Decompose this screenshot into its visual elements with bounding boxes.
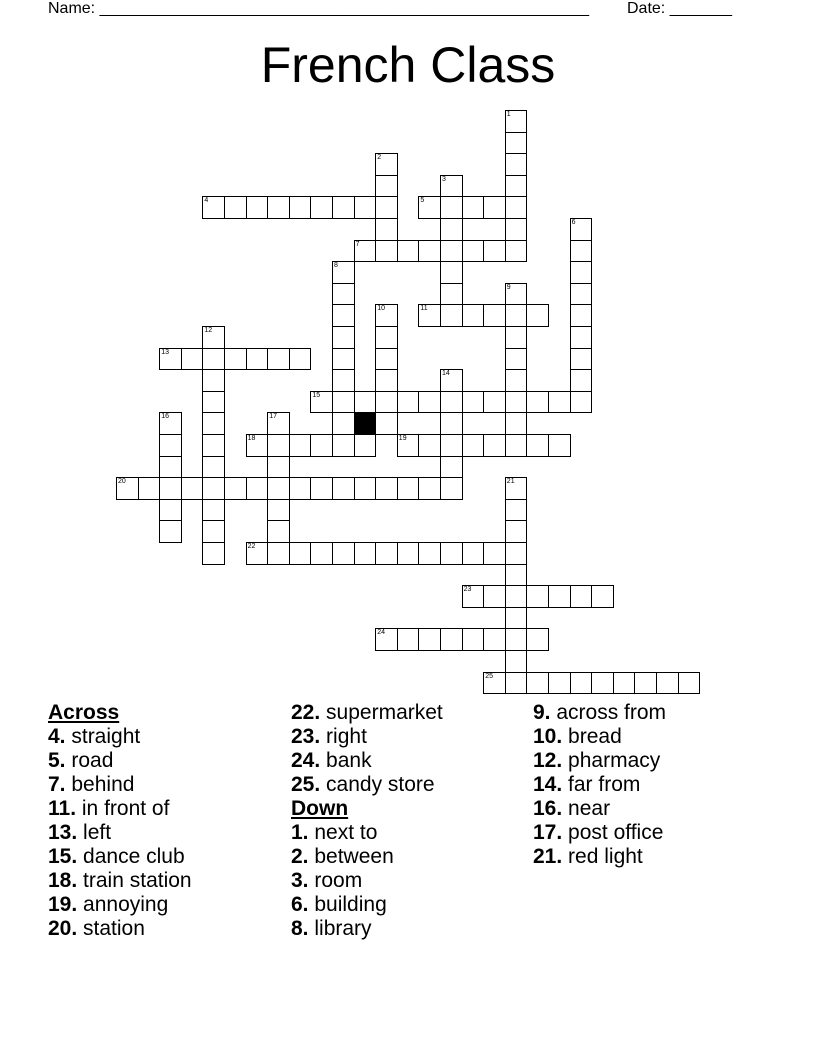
grid-cell[interactable] bbox=[483, 240, 506, 263]
grid-cell[interactable] bbox=[202, 196, 225, 219]
name-field-line[interactable]: Name: _______________________________________________________ bbox=[48, 0, 589, 17]
grid-cell[interactable] bbox=[224, 348, 247, 371]
grid-cell[interactable] bbox=[267, 196, 290, 219]
grid-cell[interactable] bbox=[354, 196, 377, 219]
cell-number: 15 bbox=[312, 391, 321, 399]
grid-cell[interactable] bbox=[159, 434, 182, 457]
grid-cell[interactable] bbox=[483, 196, 506, 219]
grid-cell[interactable] bbox=[656, 672, 679, 695]
grid-cell[interactable] bbox=[526, 672, 549, 695]
grid-cell[interactable] bbox=[375, 240, 398, 263]
grid-cell[interactable] bbox=[267, 412, 290, 435]
grid-cell[interactable] bbox=[505, 607, 528, 630]
grid-cell[interactable] bbox=[505, 348, 528, 371]
grid-cell[interactable] bbox=[375, 369, 398, 392]
grid-cell[interactable] bbox=[418, 434, 441, 457]
cell-number: 22 bbox=[247, 543, 256, 550]
grid-cell[interactable] bbox=[418, 196, 441, 219]
grid-cell[interactable] bbox=[267, 348, 290, 371]
grid-cell[interactable] bbox=[375, 477, 398, 500]
grid-cell[interactable] bbox=[202, 456, 225, 479]
clue-down-17: 17. post office bbox=[533, 821, 664, 844]
cell-number: 5 bbox=[420, 197, 425, 205]
grid-cell[interactable] bbox=[267, 520, 290, 543]
cell-number: 12 bbox=[204, 327, 213, 334]
cell-number: 8 bbox=[334, 262, 338, 270]
grid-cell[interactable] bbox=[526, 391, 549, 414]
clue-across-11: 11. in front of bbox=[48, 797, 170, 820]
grid-cell[interactable] bbox=[505, 585, 528, 608]
grid-cell[interactable] bbox=[462, 585, 485, 608]
grid-cell[interactable] bbox=[440, 391, 463, 414]
grid-cell[interactable] bbox=[505, 110, 528, 133]
cell-number: 6 bbox=[571, 219, 576, 226]
grid-cell[interactable] bbox=[570, 240, 593, 263]
grid-cell[interactable] bbox=[375, 348, 398, 371]
grid-cell[interactable] bbox=[375, 391, 398, 414]
grid-cell[interactable] bbox=[246, 542, 269, 565]
grid-cell[interactable] bbox=[354, 240, 377, 263]
grid-cell[interactable] bbox=[202, 434, 225, 457]
grid-cell[interactable] bbox=[332, 369, 355, 392]
grid-cell[interactable] bbox=[375, 153, 398, 176]
grid-cell[interactable] bbox=[570, 585, 593, 608]
cell-number: 9 bbox=[506, 283, 511, 291]
grid-cell[interactable] bbox=[526, 304, 549, 327]
grid-cell[interactable] bbox=[440, 434, 463, 457]
grid-cell[interactable] bbox=[138, 477, 161, 500]
down-heading: Down bbox=[291, 797, 349, 820]
grid-cell[interactable] bbox=[462, 196, 485, 219]
clue-across-4: 4. straight bbox=[48, 725, 141, 748]
grid-cell[interactable] bbox=[397, 240, 420, 263]
grid-cell[interactable] bbox=[440, 240, 463, 263]
grid-cell[interactable] bbox=[202, 412, 225, 435]
grid-cell[interactable] bbox=[462, 542, 485, 565]
clues-column-2 bbox=[291, 701, 443, 941]
grid-cell[interactable] bbox=[375, 628, 398, 651]
grid-cell[interactable] bbox=[332, 542, 355, 565]
grid-cell[interactable] bbox=[462, 628, 485, 651]
grid-cell[interactable] bbox=[505, 412, 528, 435]
cell-number: 21 bbox=[506, 478, 515, 486]
clue-across-5: 5. road bbox=[48, 749, 114, 772]
cell-number: 14 bbox=[442, 370, 450, 378]
cell-number: 18 bbox=[247, 435, 256, 442]
grid-cell[interactable] bbox=[332, 261, 355, 284]
grid-cell[interactable] bbox=[289, 348, 312, 371]
clue-down-6: 6. building bbox=[291, 893, 387, 916]
grid-cell[interactable] bbox=[181, 348, 204, 371]
grid-cell[interactable] bbox=[267, 542, 290, 565]
clue-across-7: 7. behind bbox=[48, 773, 135, 796]
grid-cell[interactable] bbox=[505, 434, 528, 457]
grid-cell[interactable] bbox=[202, 499, 225, 522]
grid-cell[interactable] bbox=[440, 477, 463, 500]
grid-cell[interactable] bbox=[332, 304, 355, 327]
cell-number: 7 bbox=[355, 240, 360, 248]
grid-cell[interactable] bbox=[397, 391, 420, 414]
grid-cell[interactable] bbox=[613, 672, 636, 695]
grid-cell[interactable] bbox=[570, 326, 593, 349]
grid-cell[interactable] bbox=[375, 412, 398, 435]
grid-cell[interactable] bbox=[375, 175, 398, 198]
grid-cell[interactable] bbox=[267, 434, 290, 457]
grid-cell[interactable] bbox=[505, 304, 528, 327]
grid-cell[interactable] bbox=[267, 456, 290, 479]
grid-cell[interactable] bbox=[332, 348, 355, 371]
grid-cell[interactable] bbox=[526, 434, 549, 457]
grid-cell[interactable] bbox=[483, 304, 506, 327]
cell-number: 19 bbox=[398, 435, 407, 442]
grid-cell[interactable] bbox=[440, 412, 463, 435]
grid-cell[interactable] bbox=[505, 564, 528, 587]
cell-number: 2 bbox=[377, 154, 382, 162]
grid-cell[interactable] bbox=[526, 585, 549, 608]
clue-down-3: 3. room bbox=[291, 869, 363, 892]
grid-cell[interactable] bbox=[116, 477, 139, 500]
grid-cell[interactable] bbox=[202, 369, 225, 392]
clue-down-16: 16. near bbox=[533, 797, 611, 820]
grid-cell[interactable] bbox=[483, 391, 506, 414]
grid-cell[interactable] bbox=[505, 283, 528, 306]
grid-cell[interactable] bbox=[483, 434, 506, 457]
grid-cell[interactable] bbox=[202, 542, 225, 565]
cell-number: 20 bbox=[118, 478, 126, 486]
grid-cell[interactable] bbox=[548, 585, 571, 608]
clue-down-9: 9. across from bbox=[533, 701, 667, 724]
grid-cell[interactable] bbox=[591, 585, 614, 608]
clue-down-14: 14. far from bbox=[533, 773, 641, 796]
cell-number: 3 bbox=[442, 175, 446, 183]
clue-across-24: 24. bank bbox=[291, 749, 372, 772]
cell-number: 24 bbox=[377, 629, 385, 637]
grid-cell[interactable] bbox=[505, 175, 528, 198]
date-field-line[interactable]: Date: _______ bbox=[627, 0, 732, 17]
grid-cell[interactable] bbox=[202, 326, 225, 349]
grid-cell[interactable] bbox=[462, 434, 485, 457]
grid-cell[interactable] bbox=[289, 542, 312, 565]
grid-cell[interactable] bbox=[289, 477, 312, 500]
cell-number: 1 bbox=[506, 111, 511, 118]
grid-cell[interactable] bbox=[570, 261, 593, 284]
cell-number: 11 bbox=[420, 305, 428, 313]
grid-cell[interactable] bbox=[505, 240, 528, 263]
grid-cell[interactable] bbox=[418, 477, 441, 500]
grid-cell[interactable] bbox=[375, 542, 398, 565]
grid-cell[interactable] bbox=[375, 326, 398, 349]
clue-across-18: 18. train station bbox=[48, 869, 192, 892]
grid-cell[interactable] bbox=[548, 434, 571, 457]
clues-column-1 bbox=[48, 701, 192, 941]
grid-cell[interactable] bbox=[440, 218, 463, 241]
grid-cell[interactable] bbox=[440, 283, 463, 306]
grid-cell[interactable] bbox=[570, 283, 593, 306]
grid-cell[interactable] bbox=[289, 196, 312, 219]
grid-cell[interactable] bbox=[505, 477, 528, 500]
grid-cell[interactable] bbox=[246, 434, 269, 457]
clue-across-23: 23. right bbox=[291, 725, 367, 748]
cell-number: 23 bbox=[463, 586, 472, 594]
cell-number: 13 bbox=[161, 348, 169, 356]
grid-cell[interactable] bbox=[397, 477, 420, 500]
grid-cell[interactable] bbox=[678, 672, 701, 695]
grid-cell[interactable] bbox=[202, 520, 225, 543]
grid-cell[interactable] bbox=[354, 542, 377, 565]
grid-cell[interactable] bbox=[505, 132, 528, 155]
grid-cell[interactable] bbox=[202, 391, 225, 414]
clue-across-22: 22. supermarket bbox=[291, 701, 443, 724]
grid-cell[interactable] bbox=[310, 391, 333, 414]
grid-cell[interactable] bbox=[505, 499, 528, 522]
grid-cell[interactable] bbox=[159, 477, 182, 500]
grid-cell[interactable] bbox=[505, 326, 528, 349]
grid-cell[interactable] bbox=[570, 391, 593, 414]
grid-cell[interactable] bbox=[440, 261, 463, 284]
grid-cell[interactable] bbox=[418, 304, 441, 327]
grid-cell[interactable] bbox=[418, 628, 441, 651]
grid-cell[interactable] bbox=[224, 477, 247, 500]
grid-cell[interactable] bbox=[332, 391, 355, 414]
grid-cell[interactable] bbox=[375, 218, 398, 241]
clue-across-13: 13. left bbox=[48, 821, 112, 844]
cell-number: 4 bbox=[204, 197, 209, 205]
clues-column-3 bbox=[533, 701, 666, 869]
clue-across-25: 25. candy store bbox=[291, 773, 435, 796]
clue-down-21: 21. red light bbox=[533, 845, 643, 868]
grid-cell[interactable] bbox=[246, 196, 269, 219]
grid-cell[interactable] bbox=[246, 477, 269, 500]
clue-down-2: 2. between bbox=[291, 845, 394, 868]
grid-cell[interactable] bbox=[418, 391, 441, 414]
grid-cell[interactable] bbox=[224, 196, 247, 219]
grid-cell[interactable] bbox=[570, 672, 593, 695]
grid-cell[interactable] bbox=[354, 391, 377, 414]
grid-cell[interactable] bbox=[159, 348, 182, 371]
grid-cell[interactable] bbox=[483, 542, 506, 565]
grid-cell[interactable] bbox=[440, 456, 463, 479]
across-heading: Across bbox=[48, 701, 120, 724]
grid-cell[interactable] bbox=[332, 196, 355, 219]
grid-cell[interactable] bbox=[375, 304, 398, 327]
grid-cell[interactable] bbox=[483, 628, 506, 651]
grid-cell[interactable] bbox=[634, 672, 657, 695]
grid-cell[interactable] bbox=[570, 348, 593, 371]
grid-cell[interactable] bbox=[440, 196, 463, 219]
clue-across-20: 20. station bbox=[48, 917, 145, 940]
grid-cell[interactable] bbox=[548, 672, 571, 695]
grid-cell[interactable] bbox=[570, 304, 593, 327]
grid-cell[interactable] bbox=[440, 369, 463, 392]
grid-cell[interactable] bbox=[332, 283, 355, 306]
grid-cell[interactable] bbox=[332, 434, 355, 457]
grid-cell[interactable] bbox=[246, 348, 269, 371]
cell-number: 16 bbox=[161, 413, 169, 421]
grid-cell[interactable] bbox=[310, 434, 333, 457]
grid-cell[interactable] bbox=[570, 369, 593, 392]
grid-cell[interactable] bbox=[289, 434, 312, 457]
grid-cell[interactable] bbox=[181, 477, 204, 500]
grid-cell[interactable] bbox=[159, 412, 182, 435]
grid-cell[interactable] bbox=[505, 369, 528, 392]
cell-number: 25 bbox=[485, 672, 493, 680]
clue-across-19: 19. annoying bbox=[48, 893, 169, 916]
grid-cell[interactable] bbox=[526, 628, 549, 651]
grid-cell[interactable] bbox=[505, 650, 528, 673]
grid-cell[interactable] bbox=[310, 542, 333, 565]
grid-cell[interactable] bbox=[440, 628, 463, 651]
grid-cell[interactable] bbox=[440, 304, 463, 327]
grid-cell[interactable] bbox=[332, 412, 355, 435]
grid-cell[interactable] bbox=[462, 304, 485, 327]
grid-cell[interactable] bbox=[505, 628, 528, 651]
grid-cell[interactable] bbox=[332, 326, 355, 349]
grid-cell[interactable] bbox=[591, 672, 614, 695]
cell-number: 17 bbox=[269, 413, 277, 421]
clue-down-8: 8. library bbox=[291, 917, 372, 940]
grid-cell[interactable] bbox=[505, 196, 528, 219]
grid-cell[interactable] bbox=[418, 240, 441, 263]
grid-cell[interactable] bbox=[354, 434, 377, 457]
grid-cell[interactable] bbox=[483, 672, 506, 695]
grid-cell[interactable] bbox=[505, 218, 528, 241]
grid-cell[interactable] bbox=[397, 542, 420, 565]
grid-cell[interactable] bbox=[462, 391, 485, 414]
page-title: French Class bbox=[260, 37, 556, 93]
grid-cell[interactable] bbox=[505, 153, 528, 176]
grid-cell[interactable] bbox=[202, 477, 225, 500]
grid-cell[interactable] bbox=[570, 218, 593, 241]
grid-cell[interactable] bbox=[310, 477, 333, 500]
grid-cell[interactable] bbox=[159, 456, 182, 479]
grid-cell[interactable] bbox=[397, 628, 420, 651]
grid-cell[interactable] bbox=[332, 477, 355, 500]
clue-down-10: 10. bread bbox=[533, 725, 622, 748]
clue-across-15: 15. dance club bbox=[48, 845, 185, 868]
grid-cell[interactable] bbox=[505, 391, 528, 414]
grid-cell[interactable] bbox=[440, 542, 463, 565]
grid-cell[interactable] bbox=[483, 585, 506, 608]
grid-cell[interactable] bbox=[267, 477, 290, 500]
shaded-cell bbox=[354, 412, 377, 435]
grid-cell[interactable] bbox=[159, 520, 182, 543]
cell-number: 10 bbox=[377, 305, 385, 313]
grid-cell[interactable] bbox=[310, 196, 333, 219]
grid-cell[interactable] bbox=[440, 175, 463, 198]
grid-cell[interactable] bbox=[548, 391, 571, 414]
grid-cell[interactable] bbox=[202, 348, 225, 371]
clue-down-1: 1. next to bbox=[291, 821, 378, 844]
grid-cell[interactable] bbox=[267, 499, 290, 522]
clue-down-12: 12. pharmacy bbox=[533, 749, 661, 772]
grid-cell[interactable] bbox=[397, 434, 420, 457]
grid-cell[interactable] bbox=[505, 542, 528, 565]
grid-cell[interactable] bbox=[354, 477, 377, 500]
grid-cell[interactable] bbox=[505, 520, 528, 543]
grid-cell[interactable] bbox=[375, 196, 398, 219]
grid-cell[interactable] bbox=[505, 672, 528, 695]
grid-cell[interactable] bbox=[159, 499, 182, 522]
grid-cell[interactable] bbox=[418, 542, 441, 565]
grid-cell[interactable] bbox=[462, 240, 485, 263]
